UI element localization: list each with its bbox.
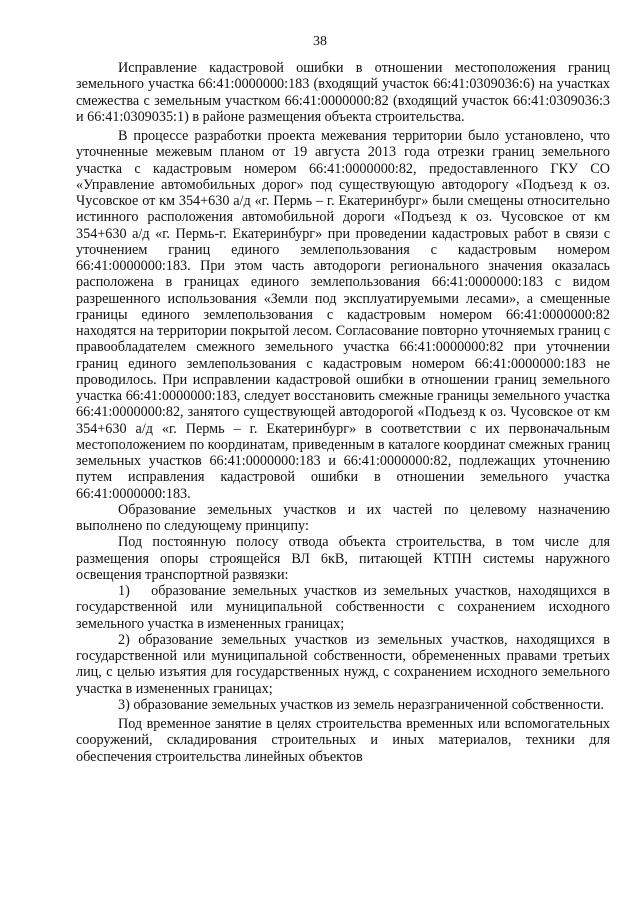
- list-item-1: 1) образование земельных участков из земельных участков, находящихся в государственной или муниципальной собственности с сохранением исходного земельного участка в измененных границах;: [76, 583, 610, 632]
- list-item-2: 2) образование земельных участков из земельных участков, находящихся в государственной или муниципальной собственности, обремененных правами третьих лиц, с целью изъятия для государственных нужд, с сохранением исходного земельного участка в измененных границах;: [76, 631, 610, 697]
- paragraph-formation-principle: Образование земельных участков и их частей по целевому назначению выполнено по следующему принципу:: [76, 501, 610, 534]
- paragraph-temporary-occupation: Под временное занятие в целях строительства временных или вспомогательных сооружений, складирования строительных и иных материалов, техники для обеспечения строительства линейных объектов: [76, 716, 610, 765]
- document-body: [76, 60, 610, 765]
- paragraph-permanent-strip: Под постоянную полосу отвода объекта строительства, в том числе для размещения опоры строящейся ВЛ 6кВ, питающей КТПН системы наружного освещения транспортной развязки:: [76, 534, 610, 583]
- list-item-3: 3) образование земельных участков из земель неразграниченной собственности.: [118, 696, 604, 713]
- page-number: 38: [313, 34, 327, 49]
- paragraph-cadastral-error: Исправление кадастровой ошибки в отношении местоположения границ земельного участка 66:41:0000000:183 (входящий участок 66:41:0309036:6) на участках смежества с земельным участком 66:41:0000000:82 (входящий участок 66:41:0309036:3 и 66:41:0309035:1) в районе размещения объекта строительства.: [76, 60, 610, 125]
- paragraph-survey-findings: В процессе разработки проекта межевания территории было установлено, что уточненные межевым планом от 19 августа 2013 года отрезки границ земельного участка с кадастровым номером 66:41:0000000:82, предоставленного ГКУ СО «Управление автомобильных дорог» под существующую автодорогу «Подъезд к оз. Чусовское от км 354+630 а/д «г. Пермь – г. Екатеринбург» были смещены относительно истинного расположения автомобильной дороги «Подъезд к оз. Чусовское от км 354+630 а/д «г. Пермь-г. Екатеринбург» при проведении кадастровых работ в связи с уточнением границ единого землепользования с кадастровым номером 66:41:0000000:183. При этом часть автодороги регионального значения оказалась расположена в границах единого землепользования 66:41:0000000:183 с видом разрешенного использования «Земли под эксплуатируемыми лесами», а смещенные границы единого землепользования с кадастровым номером 66:41:0000000:82 находятся на территории покрытой лесом. Согласование повторно уточняемых границ с правообладателем смежного земельного участка 66:41:0000000:82 при уточнении границ единого землепользования с кадастровым номером 66:41:0000000:183 не проводилось. При исправлении кадастровой ошибки в отношении границ земельного участка 66:41:0000000:183, следует восстановить смежные границы земельного участка 66:41:0000000:82, занятого существующей автодорогой «Подъезд к оз. Чусовское от км 354+630 а/д «г. Пермь – г. Екатеринбург» в соответствии с их первоначальным местоположением по координатам, приведенным в каталоге координат смежных границ земельных участков 66:41:0000000:183 и 66:41:0000000:82, подлежащих уточнению путем исправления кадастровой ошибки в отношении земельного участка 66:41:0000000:183.: [76, 128, 610, 502]
